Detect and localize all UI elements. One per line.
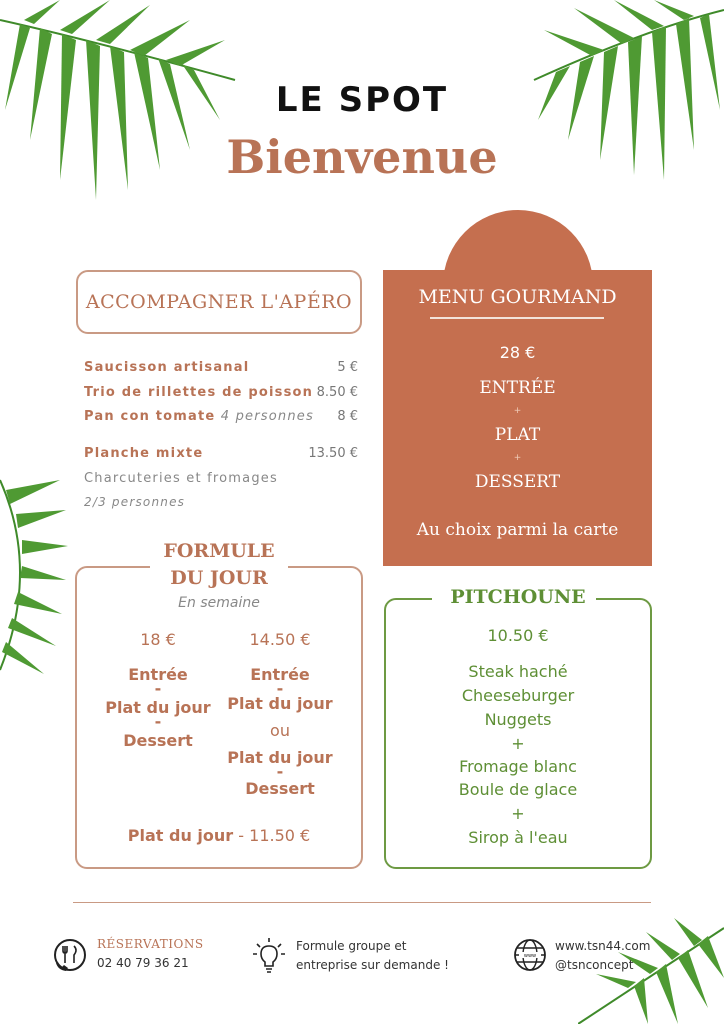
gourmand-choice: Au choix parmi la carte <box>416 520 619 540</box>
groupe-block <box>296 937 449 975</box>
formule-dash: - <box>154 679 162 698</box>
gourmand-title: MENU GOURMAND <box>418 286 617 308</box>
item-price: 8.50 € <box>316 385 358 400</box>
pitchoune-price: 10.50 € <box>487 626 549 645</box>
formule-entree: Entrée <box>128 665 188 684</box>
formule-entree: Entrée <box>250 665 310 684</box>
formule-price: 18 € <box>140 630 176 649</box>
social-handle[interactable]: @tsnconcept <box>555 958 634 972</box>
item-note: 2/3 personnes <box>84 495 186 509</box>
formule-dash: - <box>276 679 284 698</box>
svg-text:www: www <box>523 953 537 959</box>
item-description: Charcuteries et fromages <box>84 471 278 486</box>
groupe-line: Formule groupe et <box>296 939 407 953</box>
palm-leaf-icon <box>0 0 240 240</box>
gourmand-price: 28 € <box>499 343 536 362</box>
palm-leaf-icon <box>0 470 70 680</box>
pitchoune-line: Nuggets <box>484 710 552 729</box>
formule-plat-seul <box>75 826 363 845</box>
web-block <box>555 937 650 975</box>
reservations-block <box>97 935 204 973</box>
item-price: 13.50 € <box>308 446 358 461</box>
formule-plat: Plat du jour <box>105 698 211 717</box>
item-name: Saucisson artisanal <box>84 360 250 375</box>
pitchoune-line: + <box>511 804 525 823</box>
formule-dash: - <box>276 762 284 781</box>
gourmand-plus: + <box>513 453 522 463</box>
page-title: Bienvenue <box>226 130 498 184</box>
formule-dessert: Dessert <box>123 731 193 750</box>
pitchoune-line: Sirop à l'eau <box>468 828 568 847</box>
formule-or: ou <box>270 721 290 740</box>
item-price: 8 € <box>337 409 358 424</box>
pitchoune-line: Cheeseburger <box>461 686 575 705</box>
pitchoune-line: Fromage blanc <box>459 757 577 776</box>
gourmand-plus: + <box>513 406 522 416</box>
formule-plat: Plat du jour <box>227 748 333 767</box>
formule-col-1450 <box>222 630 338 798</box>
website-link[interactable]: www.tsn44.com <box>555 939 651 953</box>
gourmand-course: DESSERT <box>474 472 561 492</box>
gourmand-course: PLAT <box>494 425 541 445</box>
item-note: 4 personnes <box>220 409 314 424</box>
menu-item <box>84 360 358 375</box>
apero-title-box <box>76 270 362 334</box>
reservations-label: RÉSERVATIONS <box>97 937 204 951</box>
item-price: 5 € <box>337 360 358 375</box>
formule-title: DU JOUR <box>170 567 268 589</box>
item-name: Planche mixte <box>84 446 204 461</box>
formule-dash: - <box>154 712 162 731</box>
pitchoune-line: + <box>511 734 525 753</box>
menu-item <box>84 385 358 400</box>
logo: LE SPOT <box>275 80 449 120</box>
menu-item <box>84 409 358 424</box>
divider <box>73 902 651 903</box>
menu-item <box>84 446 358 461</box>
pitchoune-line: Steak haché <box>468 662 568 681</box>
phone-number: 02 40 79 36 21 <box>97 956 189 970</box>
item-name: Trio de rillettes de poisson <box>84 385 314 400</box>
formule-price: 14.50 € <box>249 630 311 649</box>
formule-col-18 <box>95 630 221 750</box>
formule-dessert: Dessert <box>245 779 315 798</box>
pitchoune-line: Boule de glace <box>458 780 578 799</box>
formule-plat-label: Plat du jour <box>127 826 234 845</box>
formule-plat-price: - 11.50 € <box>233 826 311 845</box>
globe-icon <box>512 937 548 973</box>
item-name: Pan con tomate <box>84 409 216 424</box>
gourmand-course: ENTRÉE <box>479 378 556 398</box>
pitchoune-title: PITCHOUNE <box>450 586 586 608</box>
formule-subtitle: En semaine <box>178 595 260 611</box>
formule-plat: Plat du jour <box>227 694 333 713</box>
apero-title: ACCOMPAGNER L'APÉRO <box>85 291 353 313</box>
lightbulb-icon <box>251 936 287 974</box>
formule-title: FORMULE <box>163 540 275 562</box>
divider <box>430 317 604 319</box>
groupe-line: entreprise sur demande ! <box>296 958 449 972</box>
restaurant-phone-icon <box>52 937 88 973</box>
